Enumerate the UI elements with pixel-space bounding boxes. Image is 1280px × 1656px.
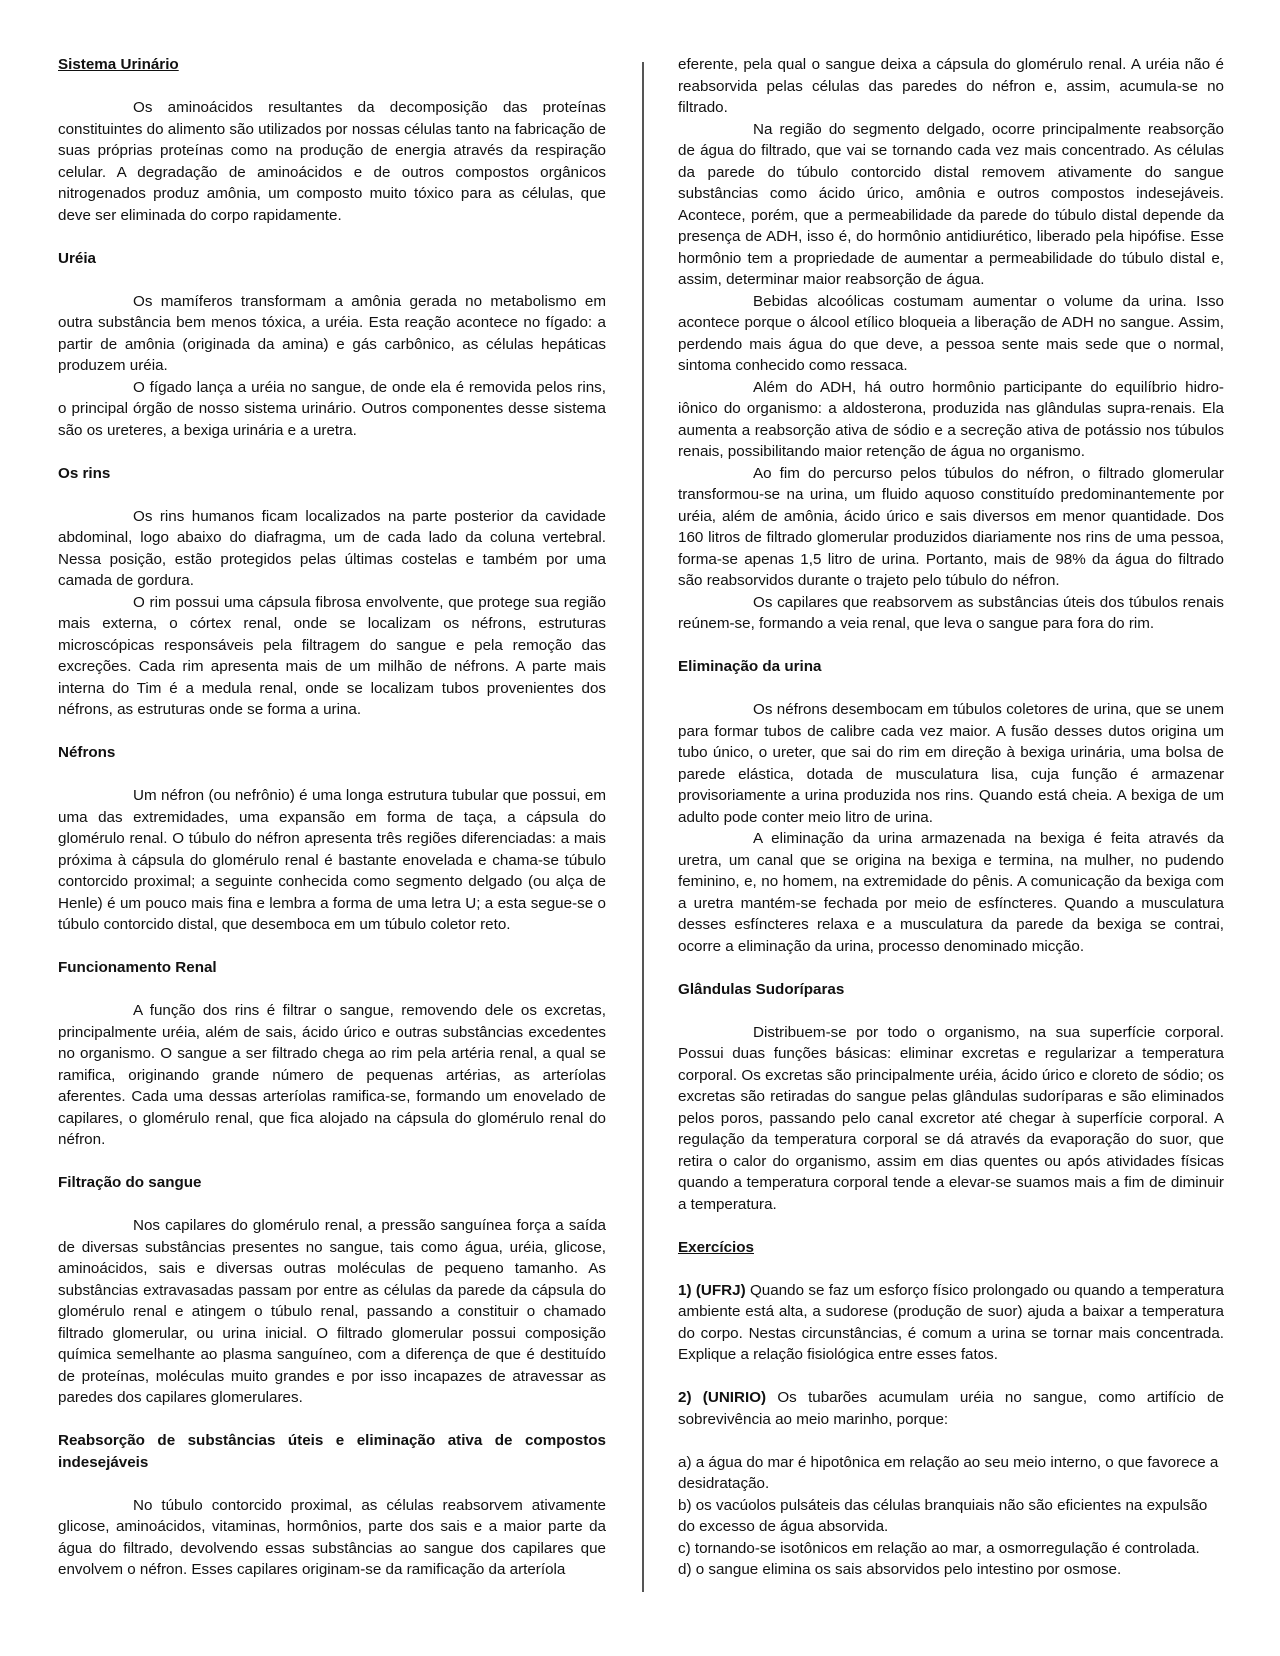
section-heading-ureia: Uréia	[58, 249, 96, 267]
section-heading-eliminacao: Eliminação da urina	[678, 658, 822, 675]
option-c: c) tornando-se isotônicos em relação ao mar, a osmorregulação é controlada.	[678, 1539, 1200, 1557]
section-heading-nefrons: Néfrons	[58, 744, 116, 761]
ureia-paragraph-1: Os mamíferos transformam a amônia gerada no metabolismo em outra substância bem menos tóxica, a uréia. Esta reação acontece no fígado: a partir de amônia (originada da amina) e gás carbônico, as células hepáticas produzem uréia.	[58, 292, 606, 374]
section-heading-funcionamento: Funcionamento Renal	[58, 959, 217, 976]
question-2	[678, 1387, 1224, 1430]
right-column	[678, 54, 1224, 1581]
section-heading-filtracao: Filtração do sangue	[58, 1174, 202, 1191]
rins-paragraph-1: Os rins humanos ficam localizados na parte posterior da cavidade abdominal, logo abaixo do diafragma, um de cada lado da coluna vertebral. Nessa posição, estão protegidos pelas últimas costelas e também por uma camada de gordura.	[58, 507, 606, 589]
reabsorcao-paragraph-4: Além do ADH, há outro hormônio participante do equilíbrio hidro-iônico do organismo: a aldosterona, produzida nas glândulas supra-renais. Ela aumenta a reabsorção ativa de sódio e a secreção ativa de potássio nos túbulos renais, possibilitando maior retenção de água no organismo.	[678, 378, 1224, 460]
document-title: Sistema Urinário	[58, 56, 179, 73]
rins-paragraph-2: O rim possui uma cápsula fibrosa envolvente, que protege sua região mais externa, o córtex renal, onde se localizam os néfrons, estruturas microscópicas responsáveis pela filtragem do sangue e pela remoção das excreções. Cada rim apresenta mais de um milhão de néfrons. A parte mais interna do Tim é a medula renal, onde se localizam tubos provenientes dos néfrons, as estruturas onde se forma a urina.	[58, 593, 606, 718]
reabsorcao-paragraph-6: Os capilares que reabsorvem as substâncias úteis dos túbulos renais reúnem-se, formando a veia renal, que leva o sangue para fora do rim.	[678, 593, 1224, 632]
section-heading-rins: Os rins	[58, 464, 111, 482]
question-1-text: Quando se faz um esforço físico prolongado ou quando a temperatura ambiente está alta, a sudorese (produção de suor) ajuda a baixar a temperatura do corpo. Nestas circunstâncias, é comum a urina se tornar mais concentrada. Explique a relação fisiológica entre esses fatos.	[678, 1281, 1224, 1363]
filtracao-paragraph: Nos capilares do glomérulo renal, a pressão sanguínea força a saída de diversas substâncias presentes no sangue, tais como água, uréia, glicose, aminoácidos, sais e diversas outras moléculas de pequeno tamanho. As substâncias extravasadas passam por entre as células da parede da cápsula do glomérulo renal e atingem o túbulo renal, passando a constituir o chamado filtrado glomerular, ou urina inicial. O filtrado glomerular possui composição química semelhante ao plasma sanguíneo, com a diferença de que é destituído de proteínas, moléculas muito grandes e por isso incapazes de atravessar as paredes dos capilares glomerulares.	[58, 1217, 606, 1406]
question-2-options	[678, 1452, 1224, 1581]
intro-paragraph: Os aminoácidos resultantes da decomposição das proteínas constituintes do alimento são utilizados por nossas células tanto na fabricação de suas próprias proteínas como na produção de energia através da respiração celular. A degradação de aminoácidos e de outros compostos orgânicos nitrogenados produz amônia, um composto muito tóxico para as células, que deve ser eliminada do corpo rapidamente.	[58, 99, 606, 224]
glandulas-paragraph: Distribuem-se por todo o organismo, na sua superfície corporal. Possui duas funções básicas: eliminar excretas e regularizar a temperatura corporal. Os excretas são principalmente uréia, ácido úrico e cloreto de sódio; os excretas são retiradas do sangue pelas glândulas sudoríparas e são eliminados pelos poros, passando pelo canal excretor até chegar à superfície corporal. A regulação da temperatura corporal se dá através da evaporação do suor, que retira o calor do organismo, assim em dias quentes ou após atividades físicas quando a temperatura corporal tende a elevar-se suamos mais a fim de diminuir a temperatura.	[678, 1023, 1224, 1213]
section-heading-exercicios: Exercícios	[678, 1238, 754, 1256]
section-heading-glandulas: Glândulas Sudoríparas	[678, 980, 845, 998]
question-1-label: 1) (UFRJ)	[678, 1281, 746, 1299]
reabsorcao-continuation: eferente, pela qual o sangue deixa a cápsula do glomérulo renal. A uréia não é reabsorvida pelas células das paredes do néfron e, assim, acumula-se no filtrado.	[678, 56, 1224, 116]
option-b: b) os vacúolos pulsáteis das células branquiais não são eficientes na expulsão do excesso de água absorvida.	[678, 1496, 1208, 1535]
section-heading-reabsorcao: Reabsorção de substâncias úteis e eliminação ativa de compostos indesejáveis	[58, 1432, 606, 1471]
nefrons-paragraph: Um néfron (ou nefrônio) é uma longa estrutura tubular que possui, em uma das extremidades, uma expansão em forma de taça, a cápsula do glomérulo renal. O túbulo do néfron apresenta três regiões diferenciadas: a mais próxima à cápsula do glomérulo renal é bastante enovelada e chama-se túbulo contorcido proximal; a seguinte conhecida como segmento delgado (ou alça de Henle) é um pouco mais fina e lembra a forma de uma letra U; a esta segue-se o túbulo contorcido distal, que desemboca em um túbulo coletor reto.	[58, 787, 606, 933]
column-divider	[642, 62, 644, 1592]
option-a: a) a água do mar é hipotônica em relação ao seu meio interno, o que favorece a desidratação.	[678, 1453, 1219, 1492]
eliminacao-paragraph-2: A eliminação da urina armazenada na bexiga é feita através da uretra, um canal que se origina na bexiga e termina, na mulher, no pudendo feminino, e, no homem, na extremidade do pênis. A comunicação da bexiga com a uretra mantém-se fechada por meio de esfíncteres. Quando a musculatura desses esfíncteres relaxa e a musculatura da parede da bexiga se contrai, ocorre a eliminação da urina, processo denominado micção.	[678, 830, 1224, 955]
reabsorcao-paragraph-3: Bebidas alcoólicas costumam aumentar o volume da urina. Isso acontece porque o álcool etílico bloqueia a liberação de ADH no sangue. Assim, perdendo mais água do que deve, a pessoa sente mais sede que o normal, sintoma conhecido como ressaca.	[678, 292, 1224, 374]
question-2-label: 2) (UNIRIO)	[678, 1389, 767, 1406]
funcionamento-paragraph: A função dos rins é filtrar o sangue, removendo dele os excretas, principalmente uréia, além de sais, ácido úrico e outras substâncias excedentes no organismo. O sangue a ser filtrado chega ao rim pela artéria renal, a qual se ramifica, originando grande número de pequenas artérias, as arteríolas aferentes. Cada uma dessas arteríolas ramifica-se, formando um enovelado de capilares, o glomérulo renal, que fica alojado na cápsula do glomérulo renal do néfron.	[58, 1002, 606, 1148]
reabsorcao-paragraph-1: No túbulo contorcido proximal, as células reabsorvem ativamente glicose, aminoácidos, vitaminas, hormônios, parte dos sais e a maior parte da água do filtrado, devolvendo essas substâncias ao sangue dos capilares que envolvem o néfron. Esses capilares originam-se da ramificação da arteríola	[58, 1496, 606, 1578]
reabsorcao-paragraph-2: Na região do segmento delgado, ocorre principalmente reabsorção de água do filtrado, que vai se tornando cada vez mais concentrado. As células da parede do túbulo contorcido distal removem ativamente do sangue substâncias como ácido úrico, amônia e outros compostos indesejáveis. Acontece, porém, que a permeabilidade da parede do túbulo distal depende da presença de ADH, isso é, do hormônio antidiurético, liberado pela hipófise. Esse hormônio tem a propriedade de aumentar a permeabilidade do túbulo distal e, assim, determinar maior reabsorção de água.	[678, 120, 1224, 288]
reabsorcao-paragraph-5: Ao fim do percurso pelos túbulos do néfron, o filtrado glomerular transformou-se na urina, um fluido aquoso constituído predominantemente por uréia, além de amônia, ácido úrico e sais diversos em menor quantidade. Dos 160 litros de filtrado glomerular produzidos diariamente nos rins de uma pessoa, forma-se apenas 1,5 litro de urina. Portanto, mais de 98% da água do filtrado são reabsorvidos durante o trajeto pelo túbulo do néfron.	[678, 464, 1224, 589]
left-column	[58, 54, 606, 1581]
question-1	[678, 1280, 1224, 1366]
eliminacao-paragraph-1: Os néfrons desembocam em túbulos coletores de urina, que se unem para formar tubos de calibre cada vez maior. A fusão desses dutos origina um tubo único, o ureter, que sai do rim em direção à bexiga urinária, uma bolsa de parede elástica, dotada de musculatura lisa, cuja função é armazenar provisoriamente a urina produzida nos rins. Quando está cheia. A bexiga de um adulto pode conter meio litro de urina.	[678, 701, 1224, 826]
option-d: d) o sangue elimina os sais absorvidos pelo intestino por osmose.	[678, 1561, 1122, 1578]
ureia-paragraph-2: O fígado lança a uréia no sangue, de onde ela é removida pelos rins, o principal órgão de nosso sistema urinário. Outros componentes desse sistema são os ureteres, a bexiga urinária e a uretra.	[58, 378, 606, 439]
question-2-text: Os tubarões acumulam uréia no sangue, como artifício de sobrevivência ao meio marinho, porque:	[678, 1389, 1224, 1428]
